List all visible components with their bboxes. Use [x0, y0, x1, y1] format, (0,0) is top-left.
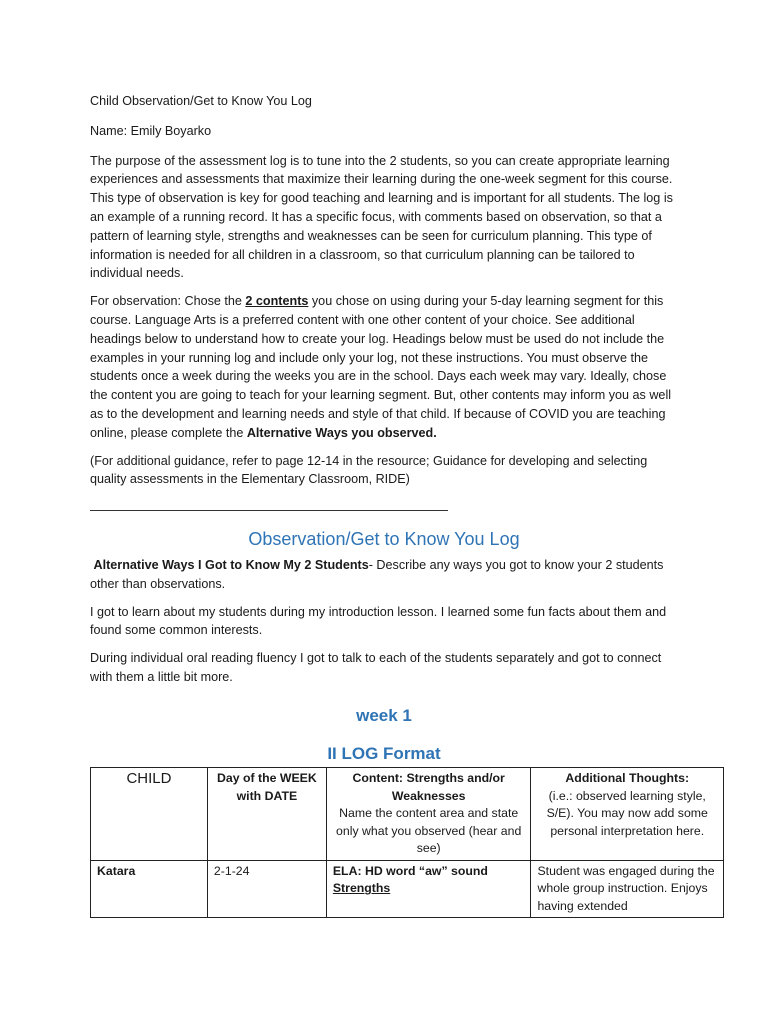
header-thoughts: [531, 768, 724, 861]
alternative-ways-description: - Describe any ways you got to know your 2 students other than observations.: [90, 557, 664, 591]
fluency-paragraph: During individual oral reading fluency I got to talk to each of the students separately and got to connect with them a little bit more.: [90, 651, 662, 684]
row-content: [326, 860, 531, 917]
header-child: CHILD: [91, 768, 208, 861]
header-day-date: [207, 768, 326, 861]
header-thoughts-note: (i.e.: observed learning style, S/E). You may now add some personal interpretation here.: [546, 788, 708, 838]
row-date: 2-1-24: [207, 860, 326, 917]
alternative-ways-paragraph: [90, 556, 678, 594]
row-thoughts-text: Student was engaged during the whole group instruction. Enjoys having extended: [537, 863, 715, 913]
purpose-paragraph: The purpose of the assessment log is to tune into the 2 students, so you can create appropriate learning experiences and assessments that maximize their learning during the one-week segment for this course. This type of observation is key for good teaching and learning and is important for all students. The log is an example of a running record. It has a specific focus, with comments based on observation, so that a pattern of learning style, strengths and weaknesses can be seen for curriculum planning. This type of information is needed for all children in a classroom, so that curriculum planning can be tailored to individual needs.: [90, 153, 673, 281]
table-row: [91, 860, 724, 917]
alternative-ways-label: Alternative Ways I Got to Know My 2 Students: [93, 557, 369, 572]
document-title: Child Observation/Get to Know You Log: [90, 94, 312, 108]
header-thoughts-title: Additional Thoughts:: [565, 771, 690, 786]
row-content-main: ELA: HD word “aw” sound: [332, 863, 488, 878]
header-content-note: Name the content area and state only what you observed (hear and see): [336, 806, 522, 856]
log-format-heading: II LOG Format: [327, 743, 441, 763]
row-content-label: Strengths: [332, 881, 391, 896]
guidance-paragraph: (For additional guidance, refer to page 12-14 in the resource; Guidance for developing and selecting quality assessments in the Elementary Classroom, RIDE): [90, 453, 648, 487]
alternative-ways-emphasis: Alternative Ways you observed.: [246, 425, 437, 440]
student-name-line: Name: Emily Boyarko: [90, 123, 212, 138]
table-header-row: [91, 768, 724, 861]
observation-middle: you chose on using during your 5-day learning segment for this course. Language Arts is a preferred content with one other content of your choice. See additional headings below to understand how to create your log. Headings below must be used do not include the examples in your running log and include only your log, not these instructions. You must observe the students once a week during the weeks you are in the school. Days each week may vary. Ideally, chose the content you are going to teach for your learning segment. But, other contents may inform you as well as to the development and learning needs and style of that child. If because of COVID you are teaching online, please complete the: [90, 294, 672, 440]
intro-lesson-paragraph: I got to learn about my students during my introduction lesson. I learned some fun facts about them and found some common interests.: [90, 604, 667, 638]
week-heading: week 1: [356, 705, 412, 725]
two-contents-emphasis: 2 contents: [245, 294, 309, 309]
log-heading: Observation/Get to Know You Log: [248, 529, 520, 550]
header-day-title: Day of the WEEK with DATE: [217, 771, 317, 803]
header-content: [326, 768, 531, 861]
header-content-title: Content: Strengths and/or Weaknesses: [352, 771, 505, 803]
row-child: Katara: [91, 860, 208, 917]
row-thoughts: [531, 860, 724, 917]
observation-paragraph: [90, 292, 678, 442]
observation-prefix: For observation: Chose the: [90, 294, 246, 309]
divider-line: [90, 510, 448, 511]
observation-log-table: [90, 767, 724, 918]
